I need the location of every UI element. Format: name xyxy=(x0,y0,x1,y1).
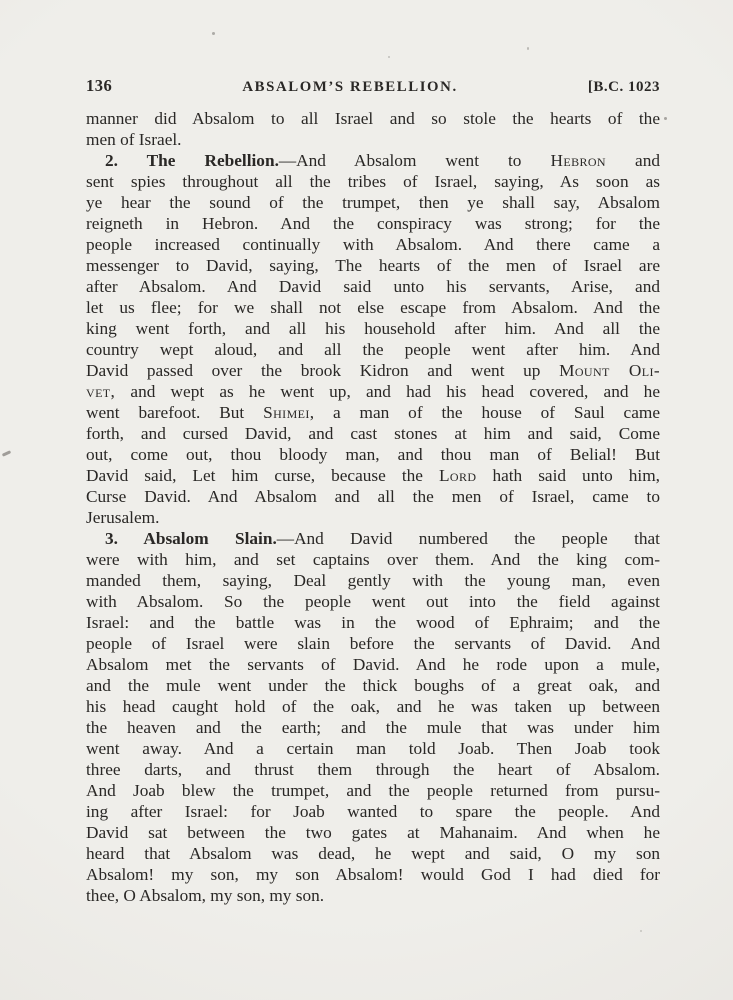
text-line: men of Israel. xyxy=(86,130,182,149)
paragraph xyxy=(86,108,660,150)
text-line: people increased continually with Absalom. And there came a xyxy=(86,235,660,254)
page-number: 136 xyxy=(86,76,113,95)
text-line: manded them, saying, Deal gently with the young man, even xyxy=(86,571,660,590)
page-header xyxy=(86,76,660,96)
text-line: people of Israel were slain before the servants of David. And xyxy=(86,634,660,653)
page-body xyxy=(86,108,660,906)
text-line: let us flee; for we shall not else escape from Absalom. And the xyxy=(86,298,660,317)
text-line: country wept aloud, and all the people went after him. And xyxy=(86,340,660,359)
text-line: were with him, and set captains over them. And the king com- xyxy=(86,550,660,569)
text-line: messenger to David, saying, The hearts of the men of Israel are xyxy=(86,256,660,275)
running-title: ABSALOM’S REBELLION. xyxy=(242,79,458,95)
text-line: Absalom! my son, my son Absalom! would God I had died for xyxy=(86,865,660,884)
text-line: the heaven and the earth; and the mule that was under him xyxy=(86,718,660,737)
text-line: 2. The Rebellion.—And Absalom went to Hebron and xyxy=(105,151,660,170)
text-line: David sat between the two gates at Mahanaim. And when he xyxy=(86,823,660,842)
text-line: forth, and cursed David, and cast stones at him and said, Come xyxy=(86,424,660,443)
ink-speck xyxy=(527,47,529,50)
text-line: heard that Absalom was dead, he wept and said, O my son xyxy=(86,844,660,863)
paragraph xyxy=(86,150,660,528)
text-line: David said, Let him curse, because the Lord hath said unto him, xyxy=(86,466,660,485)
text-line: ing after Israel: for Joab wanted to spare the people. And xyxy=(86,802,660,821)
text-line: ye hear the sound of the trumpet, then ye shall say, Absalom xyxy=(86,193,660,212)
ink-speck xyxy=(212,32,215,35)
text-line: David passed over the brook Kidron and went up Mount Oli- xyxy=(86,361,661,380)
ink-speck xyxy=(664,117,667,120)
text-line: Israel: and the battle was in the wood of Ephraim; and the xyxy=(86,613,660,632)
text-line: and the mule went under the thick boughs of a great oak, and xyxy=(86,676,660,695)
text-line: sent spies throughout all the tribes of Israel, saying, As soon as xyxy=(86,172,660,191)
text-line: three darts, and thrust them through the heart of Absalom. xyxy=(86,760,660,779)
text-line: king went forth, and all his household after him. And all the xyxy=(86,319,660,338)
text-line: his head caught hold of the oak, and he was taken up between xyxy=(86,697,660,716)
text-line: Jerusalem. xyxy=(86,508,160,527)
ink-speck xyxy=(2,450,11,457)
text-line: after Absalom. And David said unto his servants, Arise, and xyxy=(86,277,660,296)
text-line: out, come out, thou bloody man, and thou man of Belial! But xyxy=(86,445,660,464)
text-line: went barefoot. But Shimei, a man of the house of Saul came xyxy=(86,403,660,422)
text-line: 3. Absalom Slain.—And David numbered the people that xyxy=(105,529,660,548)
text-line: And Joab blew the trumpet, and the people returned from pursu- xyxy=(86,781,660,800)
ink-speck xyxy=(640,930,642,932)
date-annotation: [B.C. 1023 xyxy=(587,79,660,95)
text-line: with Absalom. So the people went out into the field against xyxy=(86,592,660,611)
text-line: manner did Absalom to all Israel and so stole the hearts of the xyxy=(86,109,660,128)
text-line: went away. And a certain man told Joab. Then Joab took xyxy=(86,739,660,758)
text-line: vet, and wept as he went up, and had his head covered, and he xyxy=(86,382,660,401)
text-line: Absalom met the servants of David. And he rode upon a mule, xyxy=(86,655,660,674)
ink-speck xyxy=(388,56,390,58)
text-line: thee, O Absalom, my son, my son. xyxy=(86,886,325,905)
text-line: reigneth in Hebron. And the conspiracy was strong; for the xyxy=(86,214,660,233)
text-line: Curse David. And Absalom and all the men of Israel, came to xyxy=(86,487,660,506)
paragraph xyxy=(86,528,660,906)
